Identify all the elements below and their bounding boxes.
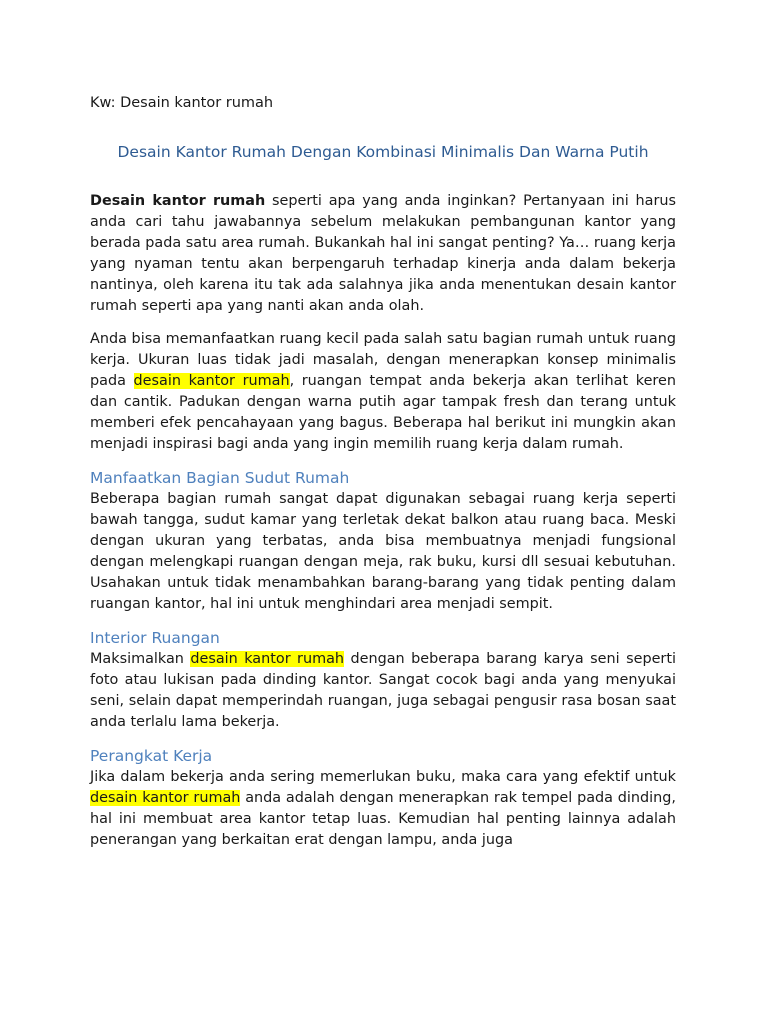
intro-bold-phrase: Desain kantor rumah <box>90 193 266 209</box>
intro-paragraph <box>90 191 676 317</box>
section-2-before: Maksimalkan <box>90 651 191 667</box>
section-1-paragraph: Beberapa bagian rumah sangat dapat digunakan sebagai ruang kerja seperti bawah tangga, sudut kamar yang terletak dekat balkon atau ruang baca. Meski dengan ukuran yang terbatas, anda bisa membuatnya menjadi fungsional dengan melengkapi ruangan dengan meja, rak buku, kursi dll sesuai kebutuhan. Usahakan untuk tidak menambahkan barang-barang yang tidak penting dalam ruangan kantor, hal ini untuk menghindari area menjadi sempit. <box>90 491 676 612</box>
paragraph-2 <box>90 329 676 455</box>
section-1-heading: Manfaatkan Bagian Sudut Rumah <box>90 469 350 487</box>
section-2-paragraph <box>90 649 676 733</box>
section-3-before: Jika dalam bekerja anda sering memerlukan buku, maka cara yang efektif untuk <box>90 769 676 785</box>
section-3-after: anda adalah dengan menerapkan rak tempel pada dinding, hal ini membuat area kantor tetap luas. Kemudian hal penting lainnya adalah penerangan yang berkaitan erat dengan lampu, anda juga <box>90 790 676 848</box>
section-2-after: dengan beberapa barang karya seni seperti foto atau lukisan pada dinding kantor. Sangat cocok bagi anda yang menyukai seni, selain dapat memperindah ruangan, juga sebagai pengusir rasa bosan saat anda terlalu lama bekerja. <box>90 651 676 730</box>
document-page <box>90 93 676 863</box>
section-3-paragraph <box>90 767 676 851</box>
section-2-heading: Interior Ruangan <box>90 629 220 647</box>
paragraph-2-highlight: desain kantor rumah <box>133 373 290 389</box>
section-2-highlight: desain kantor rumah <box>190 651 345 667</box>
section-3-highlight: desain kantor rumah <box>90 790 241 806</box>
intro-text: seperti apa yang anda inginkan? Pertanyaan ini harus anda cari tahu jawabannya sebelum melakukan pembangunan kantor yang berada pada satu area rumah. Bukankah hal ini sangat penting? Ya… ruang kerja yang nyaman tentu akan berpengaruh terhadap kinerja anda dalam bekerja nantinya, oleh karena itu tak ada salahnya jika anda menentukan desain kantor rumah seperti apa yang nanti akan anda olah. <box>90 193 676 314</box>
keyword-line: Kw: Desain kantor rumah <box>90 95 274 111</box>
section-3-heading: Perangkat Kerja <box>90 747 213 765</box>
paragraph-2-after: , ruangan tempat anda bekerja akan terlihat keren dan cantik. Padukan dengan warna putih agar tampak fresh dan terang untuk memberi efek pencahayaan yang bagus. Beberapa hal berikut ini mungkin akan menjadi inspirasi bagi anda yang ingin memilih ruang kerja dalam rumah. <box>90 373 677 452</box>
document-title: Desain Kantor Rumah Dengan Kombinasi Minimalis Dan Warna Putih <box>117 143 649 161</box>
paragraph-2-before: Anda bisa memanfaatkan ruang kecil pada salah satu bagian rumah untuk ruang kerja. Ukuran luas tidak jadi masalah, dengan menerapkan konsep minimalis pada <box>90 331 676 389</box>
